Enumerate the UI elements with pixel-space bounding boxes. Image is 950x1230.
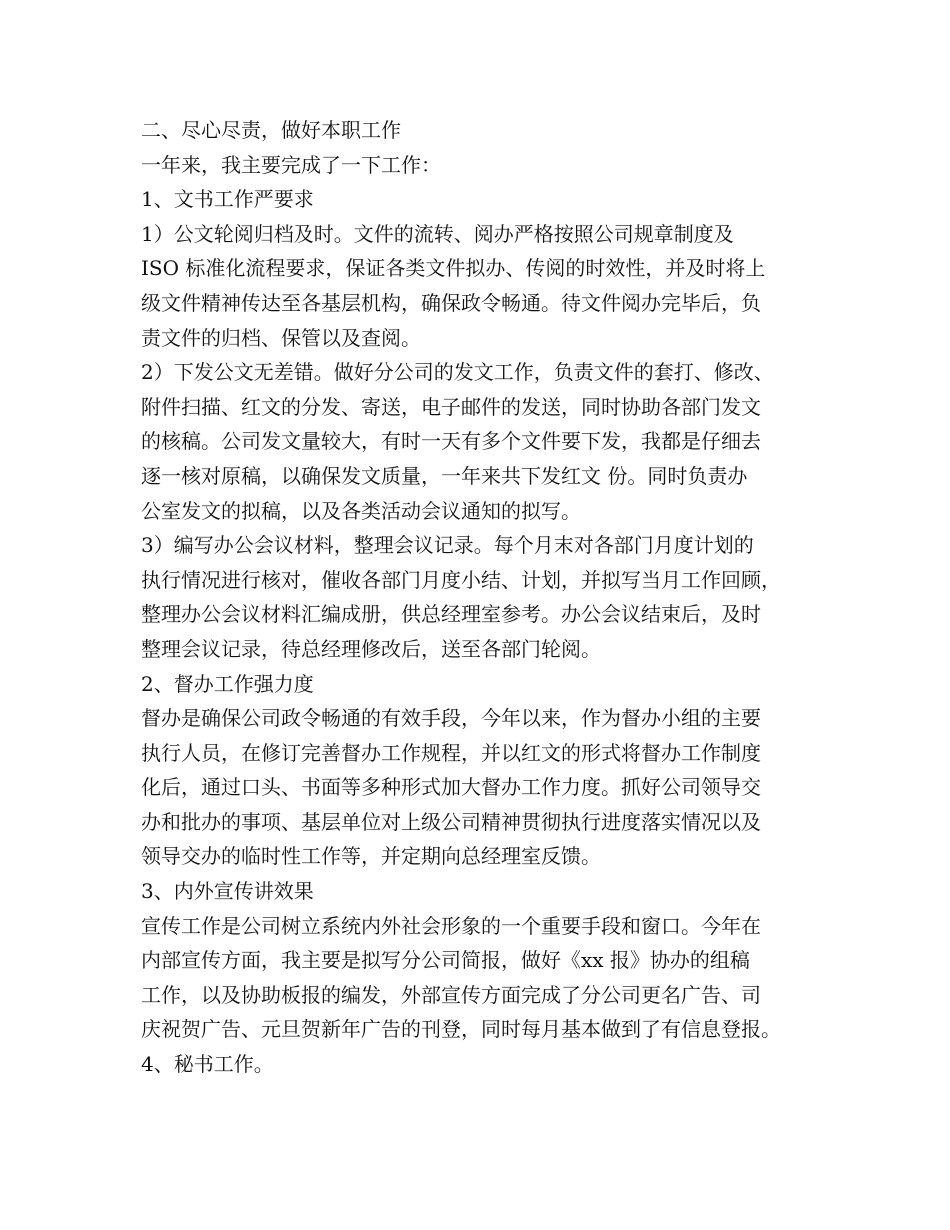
- paragraph-line: 1）公文轮阅归档及时。文件的流转、阅办严格按照公司规章制度及: [141, 221, 734, 246]
- paragraph-line: 3）编写办公会议材料，整理会议记录。每个月末对各部门月度计划的: [141, 533, 754, 558]
- paragraph-line: 办和批办的事项、基层单位对上级公司精神贯彻执行进度落实情况以及: [141, 809, 761, 834]
- paragraph-line: 整理会议记录，待总经理修改后，送至各部门轮阅。: [141, 636, 601, 661]
- subsection-heading-3: 3、内外宣传讲效果: [141, 879, 314, 904]
- paragraph-line: 的核稿。公司发文量较大，有时一天有多个文件要下发，我都是仔细去: [141, 429, 761, 454]
- document-body: [141, 113, 841, 1082]
- paragraph-line: 责文件的归档、保管以及查阅。: [141, 325, 421, 350]
- paragraph-line: 附件扫描、红文的分发、寄送，电子邮件的发送，同时协助各部门发文: [141, 394, 761, 419]
- paragraph-line: 领导交办的临时性工作等，并定期向总经理室反馈。: [141, 844, 601, 869]
- subsection-heading-4: 4、秘书工作。: [141, 1052, 274, 1077]
- paragraph-line: 督办是确保公司政令畅通的有效手段，今年以来，作为督办小组的主要: [141, 706, 761, 731]
- subsection-heading-1: 1、文书工作严要求: [141, 187, 314, 212]
- section-heading: 二、尽心尽责，做好本职工作: [141, 118, 401, 142]
- subsection-heading-2: 2、督办工作强力度: [141, 671, 314, 696]
- paragraph-line: 公室发文的拟稿，以及各类活动会议通知的拟写。: [141, 498, 581, 523]
- paragraph-line: 宣传工作是公司树立系统内外社会形象的一个重要手段和窗口。今年在: [141, 913, 761, 938]
- paragraph-line: 执行情况进行核对，催收各部门月度小结、计划，并拟写当月工作回顾，: [141, 567, 781, 592]
- paragraph-line: 化后，通过口头、书面等多种形式加大督办工作力度。抓好公司领导交: [141, 775, 761, 800]
- paragraph-line: 内部宣传方面，我主要是拟写分公司简报，做好《xx 报》协办的组稿: [141, 948, 750, 973]
- paragraph-line: 2）下发公文无差错。做好分公司的发文工作，负责文件的套打、修改、: [141, 360, 774, 385]
- paragraph-line: 庆祝贺广告、元旦贺新年广告的刊登，同时每月基本做到了有信息登报。: [141, 1017, 781, 1042]
- paragraph-line: ISO 标准化流程要求，保证各类文件拟办、传阅的时效性，并及时将上: [141, 256, 766, 281]
- paragraph-line: 整理办公会议材料汇编成册，供总经理室参考。办公会议结束后，及时: [141, 602, 761, 627]
- paragraph-line: 逐一核对原稿，以确保发文质量，一年来共下发红文 份。同时负责办: [141, 463, 748, 488]
- paragraph-line: 执行人员，在修订完善督办工作规程，并以红文的形式将督办工作制度: [141, 740, 761, 765]
- intro-line: 一年来，我主要完成了一下工作：: [141, 152, 441, 177]
- paragraph-line: 工作，以及协助板报的编发，外部宣传方面完成了分公司更名广告、司: [141, 982, 761, 1007]
- paragraph-line: 级文件精神传达至各基层机构，确保政令畅通。待文件阅办完毕后，负: [141, 290, 761, 315]
